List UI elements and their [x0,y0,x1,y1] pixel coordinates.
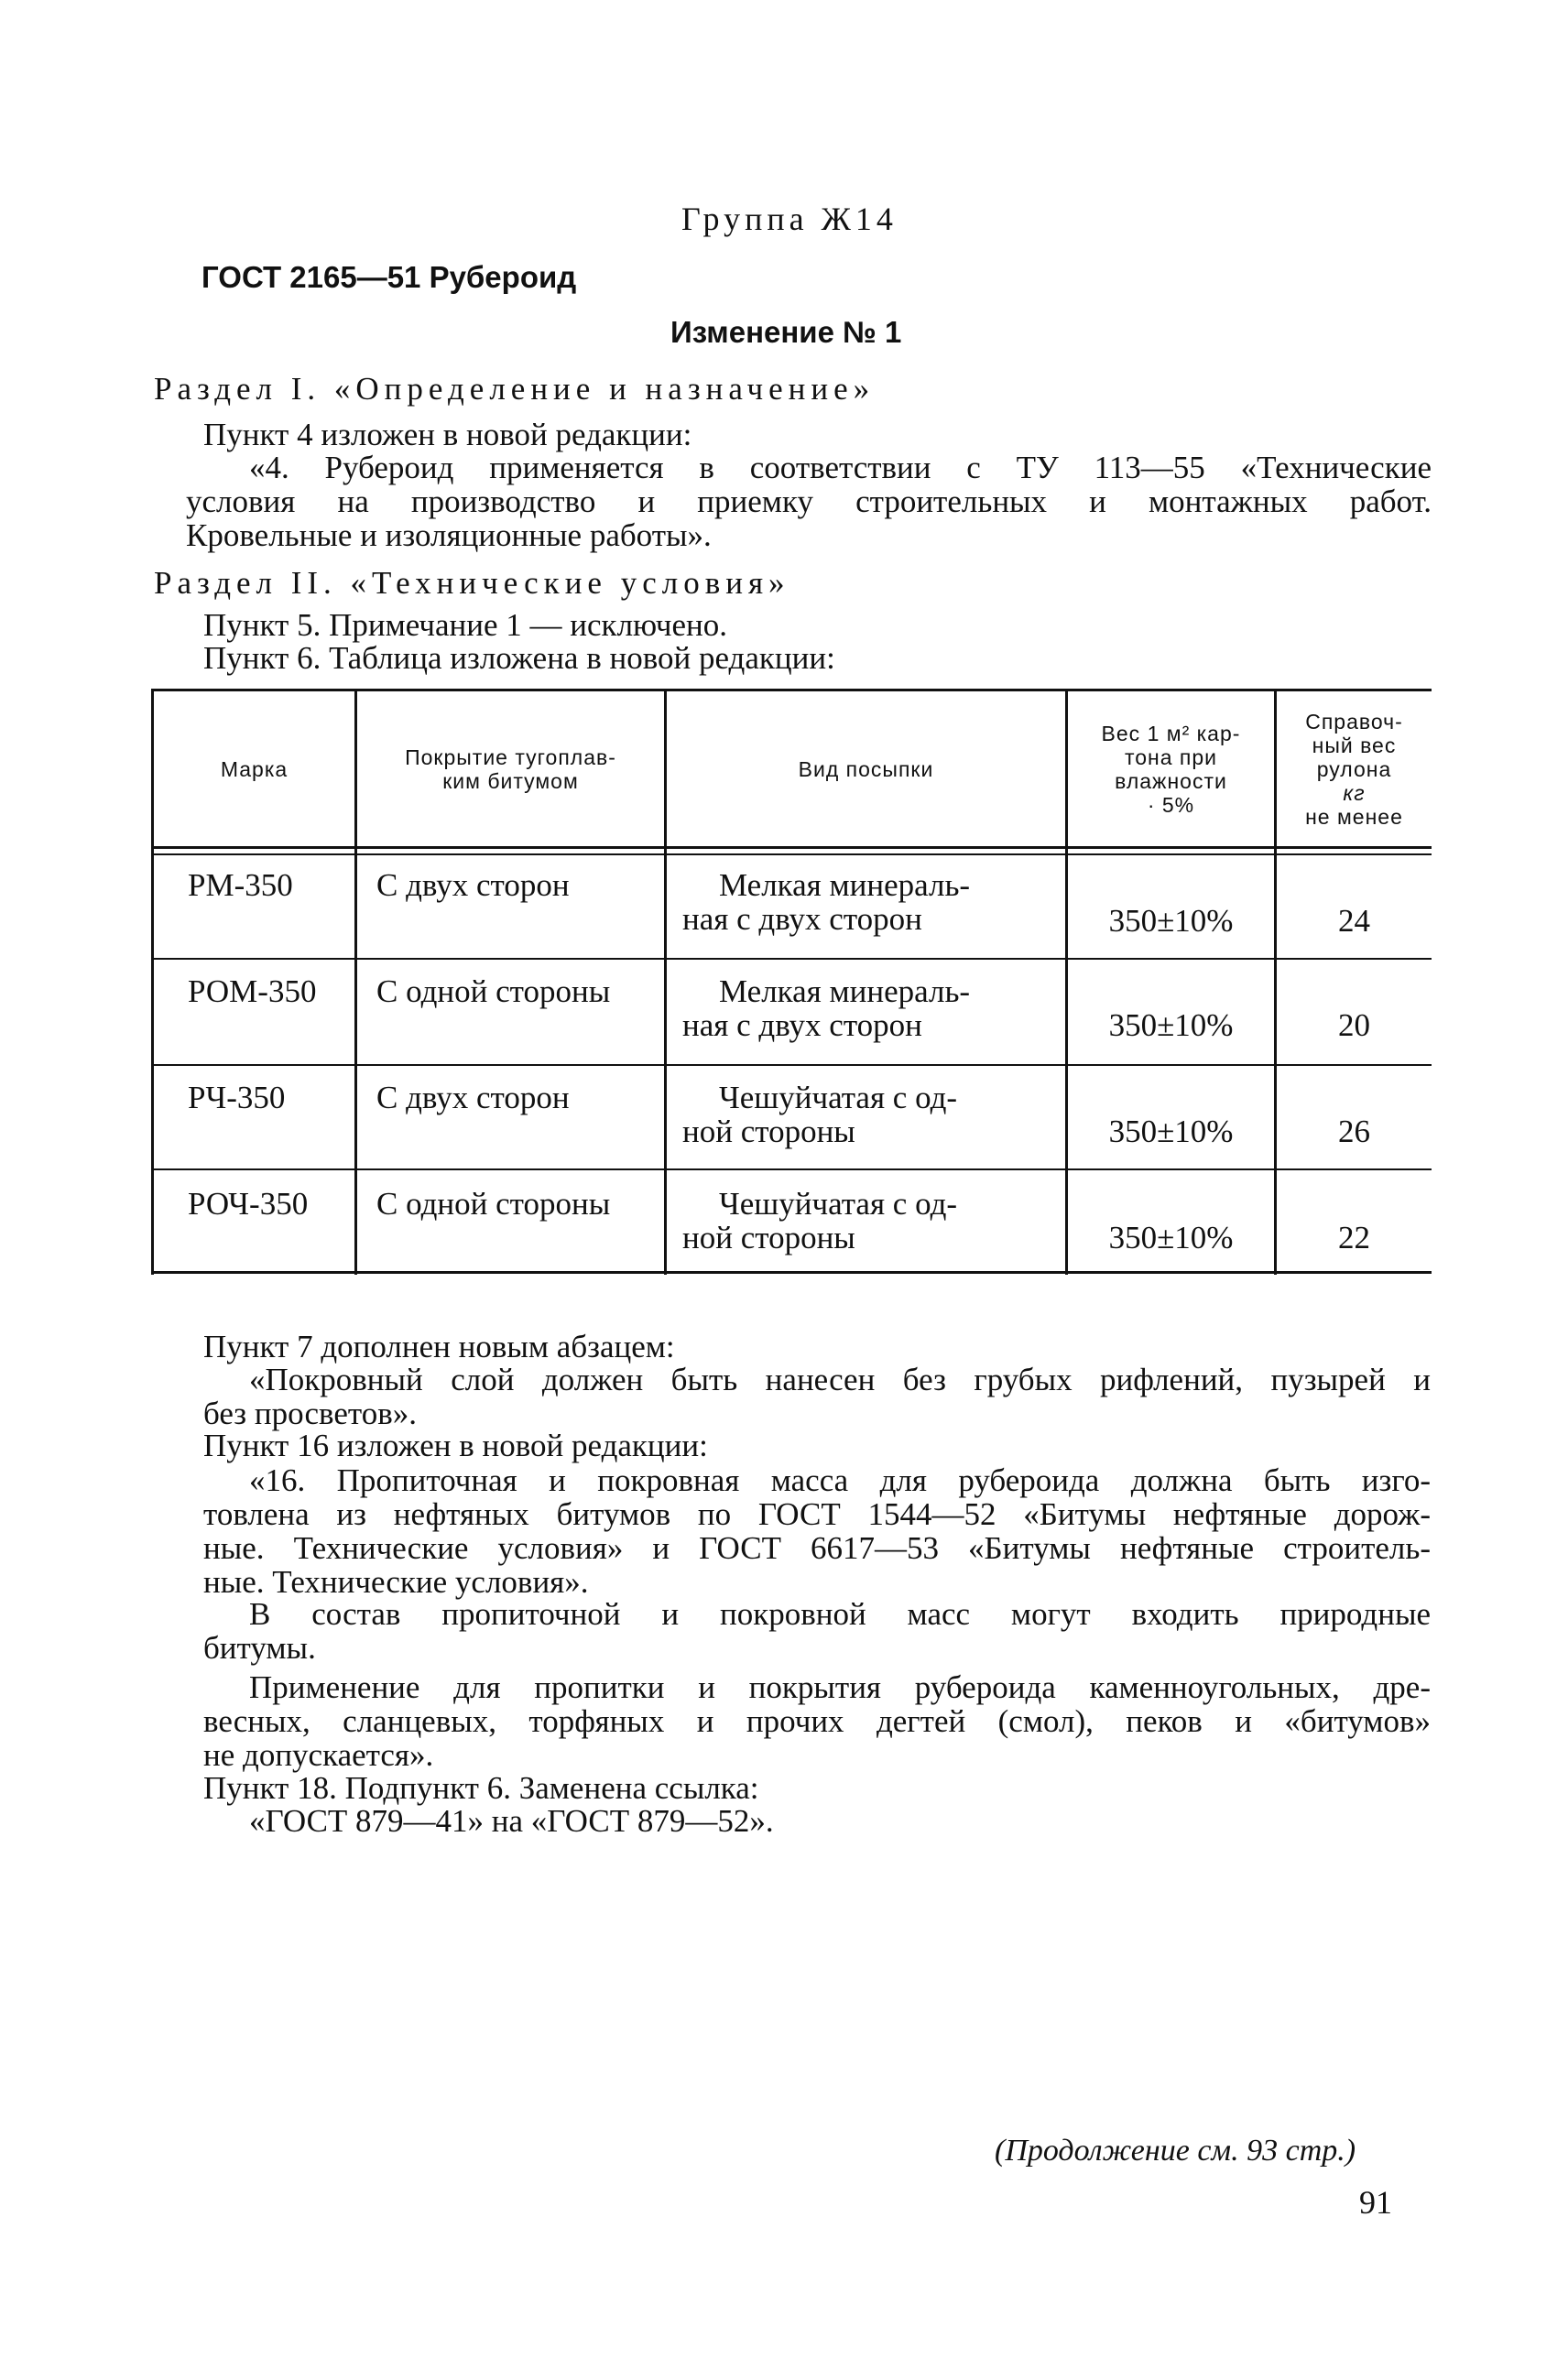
text-line: Мелкая минераль- [719,973,971,1009]
item-7: Пункт 7 дополнен новым абзацем: [203,1329,675,1364]
paragraph-natural-bitumens [203,1597,1431,1665]
cell-weight: 350±10% [1108,903,1234,939]
header-line: · 5% [1147,792,1195,817]
header-line: Справоч- [1305,709,1403,734]
text-line: условия на производство и приемку строительных и монтажных работ. [186,484,1432,519]
cell-coating: С двух сторон [376,1080,570,1115]
text-line: ные. Технические условия» и ГОСТ 6617—53 «Битумы нефтяные строитель- [203,1530,1431,1566]
document-title: ГОСТ 2165—51 Рубероид [201,260,577,294]
text-line: Кровельные и изоляционные работы». [186,517,712,553]
cell-dressing [682,974,970,1042]
paragraph-tar-prohibition [203,1670,1431,1772]
cell-roll: 26 [1338,1114,1370,1149]
text-line: «4. Рубероид применяется в соответствии с ТУ 113—55 «Технические [249,450,1432,485]
text-line: В состав пропиточной и покровной масс могут входить природные [249,1596,1431,1632]
continuation-note: (Продолжение см. 93 стр.) [995,2134,1356,2168]
item-16: Пункт 16 изложен в новой редакции: [203,1428,708,1463]
group-label: Группа Ж14 [681,201,898,237]
header-brand: Марка [220,756,289,781]
cell-roll: 20 [1338,1007,1370,1043]
item-16-quote [203,1463,1431,1599]
section-1-item: Пункт 4 изложен в новой редакции: [203,417,692,452]
cell-weight: 350±10% [1108,1220,1234,1255]
row-rule [151,958,1432,960]
header-line: Вес 1 м² кар- [1101,721,1241,745]
change-heading: Изменение № 1 [670,315,902,349]
text-line: Чешуйчатая с од- [719,1080,958,1115]
section-1-quote [186,451,1432,552]
text-line: весных, сланцевых, торфяных и прочих дегтей (смол), пеков и «битумов» [203,1703,1431,1739]
header-line: Покрытие тугоплав- [405,744,616,769]
header-weight [1068,691,1274,846]
cell-coating: С двух сторон [376,867,570,903]
cell-dressing [682,1187,957,1255]
section-2-item-6: Пункт 6. Таблица изложена в новой редакции: [203,640,835,676]
header-line: ный вес [1312,733,1397,757]
cell-brand: РОМ-350 [188,973,317,1009]
text-line: товлена из нефтяных битумов по ГОСТ 1544—52 «Битумы нефтяные дорож- [203,1496,1431,1532]
row-rule [151,1168,1432,1170]
text-line: Чешуйчатая с од- [719,1186,958,1222]
text-line: ной стороны [682,1114,855,1149]
header-line: влажности [1115,768,1227,793]
item-7-quote [203,1363,1431,1430]
text-line: ные. Технические условия». [203,1564,589,1600]
section-1-title: Раздел I. «Определение и назначение» [154,371,876,407]
cell-dressing [682,1081,957,1148]
header-line: ким битумом [442,768,579,793]
cell-dressing [682,868,970,936]
row-rule [151,1064,1432,1066]
item-18-quote: «ГОСТ 879—41» на «ГОСТ 879—52». [249,1803,774,1839]
cell-brand: РОЧ-350 [188,1186,309,1222]
cell-brand: РМ-350 [188,867,293,903]
cell-coating: С одной стороны [376,973,611,1009]
cell-roll: 22 [1338,1220,1370,1255]
header-line: тона при [1124,744,1218,769]
header-line: кг [1343,780,1366,805]
text-line: ная с двух сторон [682,1007,922,1043]
text-line: Применение для пропитки и покрытия рубероида каменноугольных, дре- [249,1669,1431,1705]
cell-roll: 24 [1338,903,1370,939]
text-line: битумы. [203,1630,316,1666]
text-line: без просветов». [203,1396,417,1431]
section-2-item-5: Пункт 5. Примечание 1 — исключено. [203,607,727,643]
page-number: 91 [1359,2184,1392,2221]
text-line: ной стороны [682,1220,855,1255]
cell-weight: 350±10% [1108,1007,1234,1043]
table-bottom-rule [151,1271,1432,1274]
header-coating [357,691,664,846]
text-line: не допускается». [203,1737,434,1773]
header-dressing: Вид посыпки [798,756,934,781]
cell-brand: РЧ-350 [188,1080,286,1115]
header-roll [1277,691,1432,846]
header-line: не менее [1305,804,1403,829]
cell-coating: С одной стороны [376,1186,611,1222]
text-line: «16. Пропиточная и покровная масса для рубероида должна быть изго- [249,1462,1431,1498]
text-line: ная с двух сторон [682,901,922,937]
item-18: Пункт 18. Подпункт 6. Заменена ссылка: [203,1770,759,1806]
header-rule [151,846,1432,849]
specs-table [151,689,1432,1275]
text-line: Мелкая минераль- [719,867,971,903]
header-line: рулона [1316,756,1392,781]
cell-weight: 350±10% [1108,1114,1234,1149]
section-2-title: Раздел II. «Технические условия» [154,565,790,601]
text-line: «Покровный слой должен быть нанесен без грубых рифлений, пузырей и [249,1362,1431,1397]
header-rule-double [151,853,1432,855]
